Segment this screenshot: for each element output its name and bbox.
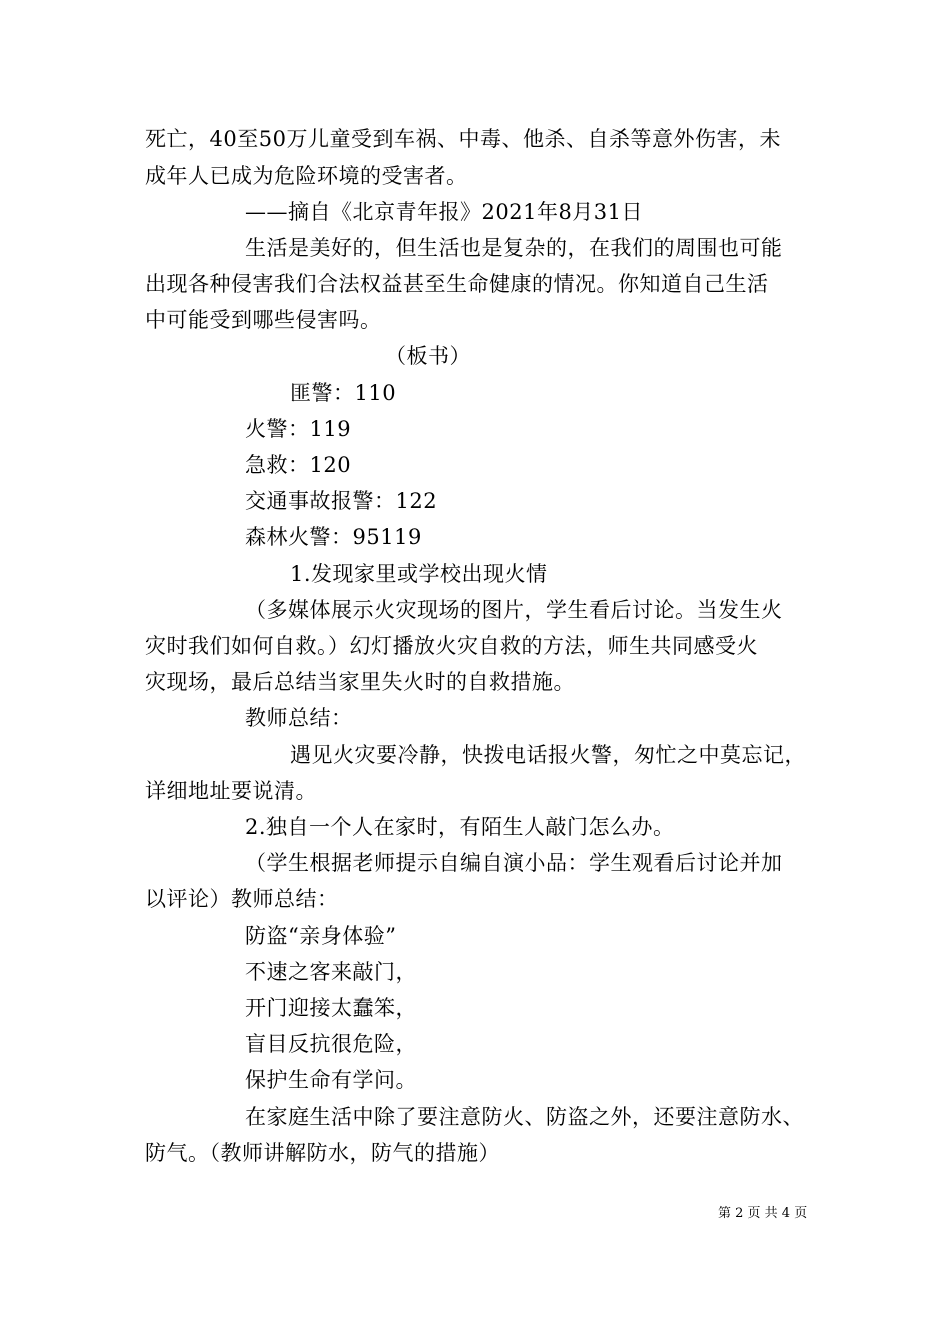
emergency-number: 急救：120 <box>245 453 352 477</box>
verse-line: 不速之客来敲门， <box>245 960 417 984</box>
section-heading: （板书） <box>385 344 471 368</box>
list-item-heading: 2.独自一个人在家时，有陌生人敲门怎么办。 <box>245 815 675 839</box>
text-line: 教师总结： <box>245 706 353 730</box>
text-line: 成年人已成为危险环境的受害者。 <box>145 164 468 188</box>
text-line: 以评论）教师总结： <box>145 887 339 911</box>
verse-line: 盲目反抗很危险， <box>245 1032 417 1056</box>
citation-line: ——摘自《北京青年报》2021年8月31日 <box>245 200 644 224</box>
verse-line: 保护生命有学问。 <box>245 1068 417 1092</box>
text-line: 防气。（教师讲解防水，防气的措施） <box>145 1141 500 1165</box>
text-line: （多媒体展示火灾现场的图片，学生看后讨论。当发生火 <box>245 598 783 622</box>
list-item-heading: 1.发现家里或学校出现火情 <box>290 562 548 586</box>
text-line: 出现各种侵害我们合法权益甚至生命健康的情况。你知道自己生活 <box>145 272 769 296</box>
page-number-footer: 第 2 页 共 4 页 <box>718 1206 808 1221</box>
emergency-number: 匪警：110 <box>290 381 397 405</box>
verse-title: 防盗“亲身体验” <box>245 924 397 948</box>
text-line: 灾现场，最后总结当家里失火时的自救措施。 <box>145 670 575 694</box>
verse-line: 开门迎接太蠢笨， <box>245 996 417 1020</box>
emergency-number: 火警：119 <box>245 417 352 441</box>
text-line: 遇见火灾要冷静，快拨电话报火警，匆忙之中莫忘记， <box>290 743 806 767</box>
text-line: 死亡，40至50万儿童受到车祸、中毒、他杀、自杀等意外伤害，未 <box>145 127 781 151</box>
text-line: 生活是美好的，但生活也是复杂的，在我们的周围也可能 <box>245 236 783 260</box>
text-line: 在家庭生活中除了要注意防火、防盗之外，还要注意防水、 <box>245 1105 804 1129</box>
emergency-number: 森林火警：95119 <box>245 525 422 549</box>
text-line: 灾时我们如何自救。）幻灯播放火灾自救的方法，师生共同感受火 <box>145 634 758 658</box>
text-line: （学生根据老师提示自编自演小品：学生观看后讨论并加 <box>245 851 783 875</box>
text-line: 中可能受到哪些侵害吗。 <box>145 308 382 332</box>
emergency-number: 交通事故报警：122 <box>245 489 438 513</box>
text-line: 详细地址要说清。 <box>145 779 317 803</box>
